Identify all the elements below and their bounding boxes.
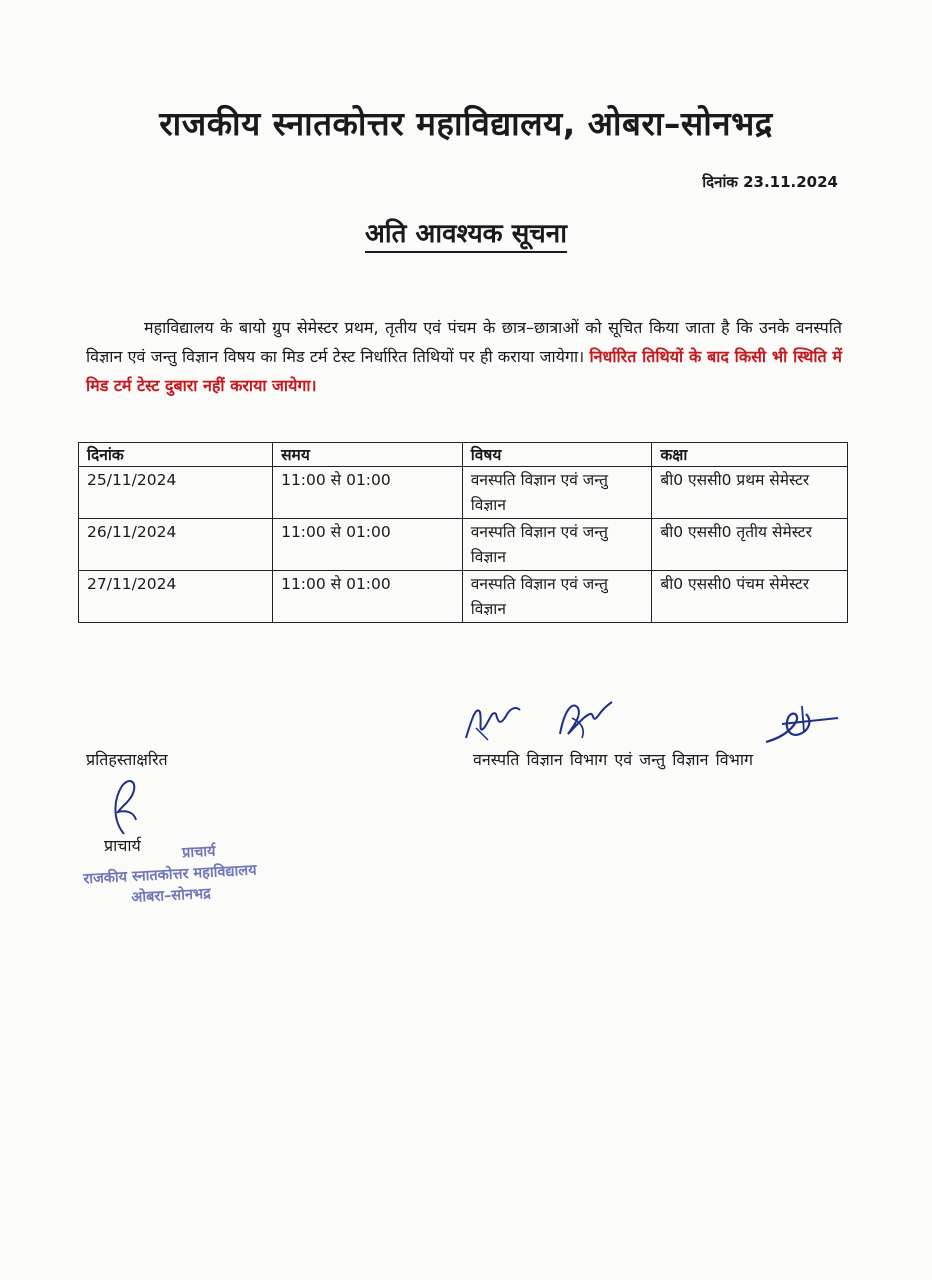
zoology-department-signature <box>760 702 846 748</box>
stamp-line: प्राचार्य <box>181 843 216 862</box>
header-class: कक्षा <box>652 443 848 467</box>
paragraph-warning: निर्धारित तिथियों के बाद किसी भी स्थिति में मिड टर्म टेस्ट दुबारा नहीं कराया जायेगा। <box>86 347 842 395</box>
table-row <box>79 571 848 623</box>
departments-label: वनस्पति विज्ञान विभाग एवं जन्तु विज्ञान विभाग <box>473 750 754 769</box>
date-value: 23.11.2024 <box>743 173 838 191</box>
cell-subject: वनस्पति विज्ञान एवं जन्तु विज्ञान <box>462 571 652 623</box>
college-seal-stamp <box>59 838 282 912</box>
cell-subject: वनस्पति विज्ञान एवं जन्तु विज्ञान <box>462 467 652 519</box>
cell-subject: वनस्पति विज्ञान एवं जन्तु विज्ञान <box>462 519 652 571</box>
countersigned-label: प्रतिहस्ताक्षरित <box>86 750 168 769</box>
header-subject: विषय <box>462 443 652 467</box>
cell-time: 11:00 से 01:00 <box>273 571 463 623</box>
cell-time: 11:00 से 01:00 <box>273 519 463 571</box>
notice-date <box>702 172 838 192</box>
cell-date: 27/11/2024 <box>79 571 273 623</box>
table-row <box>79 467 848 519</box>
notice-heading-text: अति आवश्यक सूचना <box>365 219 567 253</box>
table-header-row <box>79 443 848 467</box>
cell-class: बी0 एससी0 पंचम सेमेस्टर <box>652 571 848 623</box>
paragraph-text: महाविद्यालय के बायो ग्रुप सेमेस्टर प्रथम, तृतीय एवं पंचम के छात्र–छात्राओं को सूचित किया जाता है कि उनके वनस्पति विज्ञान एवं जन्तु विज्ञान विषय का मिड टर्म टेस्ट निर्धारित तिथियों पर ही कराया जायेगा। <box>86 318 842 366</box>
stamp-line: ओबरा–सोनभद्र <box>130 885 212 907</box>
principal-signature <box>104 772 154 842</box>
college-title: राजकीय स्नातकोत्तर महाविद्यालय, ओबरा–सोनभद्र <box>159 104 773 143</box>
principal-label: प्राचार्य <box>104 836 141 855</box>
cell-time: 11:00 से 01:00 <box>273 467 463 519</box>
cell-date: 26/11/2024 <box>79 519 273 571</box>
cell-class: बी0 एससी0 तृतीय सेमेस्टर <box>652 519 848 571</box>
zoology-hod-signature <box>552 694 618 746</box>
notice-paragraph <box>86 313 842 400</box>
stamp-line: राजकीय स्नातकोत्तर महाविद्यालय <box>82 862 257 888</box>
botany-hod-signature <box>462 698 524 746</box>
exam-schedule-table <box>78 442 848 623</box>
table-row <box>79 519 848 571</box>
header-date: दिनांक <box>79 443 273 467</box>
cell-date: 25/11/2024 <box>79 467 273 519</box>
header-time: समय <box>273 443 463 467</box>
date-label: दिनांक <box>702 173 738 191</box>
notice-heading <box>0 214 932 250</box>
cell-class: बी0 एससी0 प्रथम सेमेस्टर <box>652 467 848 519</box>
